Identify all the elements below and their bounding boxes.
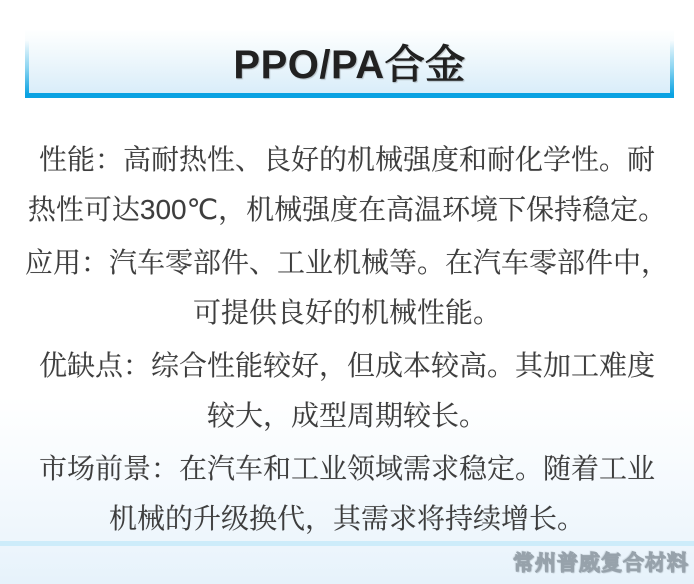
paragraph-pros-cons: [14, 341, 680, 441]
text-line: 优缺点：综合性能较好，但成本较高。其加工难度: [38, 350, 655, 381]
text-line: 市场前景：在汽车和工业领域需求稳定。随着工业: [38, 453, 655, 484]
text-line: 应用：汽车零部件、工业机械等。在汽车零部件中，: [24, 247, 669, 278]
title-card-left-border: [25, 30, 29, 98]
footer-divider: [0, 541, 694, 546]
text-line: 可提供良好的机械性能。: [192, 297, 501, 328]
text-line: 机械的升级换代，其需求将持续增长。: [108, 503, 585, 534]
text-line: 性能：高耐热性、良好的机械强度和耐化学性。耐: [38, 144, 655, 175]
text-line: 较大，成型周期较长。: [206, 400, 487, 431]
title-card: [25, 30, 674, 98]
text-line: 热性可达300℃，机械强度在高温环境下保持稳定。: [27, 194, 667, 225]
paragraph-performance: [14, 135, 680, 235]
title-card-right-border: [670, 30, 674, 98]
content-text: [14, 135, 680, 547]
paragraph-market-outlook: [14, 444, 680, 544]
page-title: PPO/PA合金: [233, 43, 466, 87]
paragraph-application: [14, 238, 680, 338]
watermark: 常州普威复合材料: [513, 552, 689, 575]
